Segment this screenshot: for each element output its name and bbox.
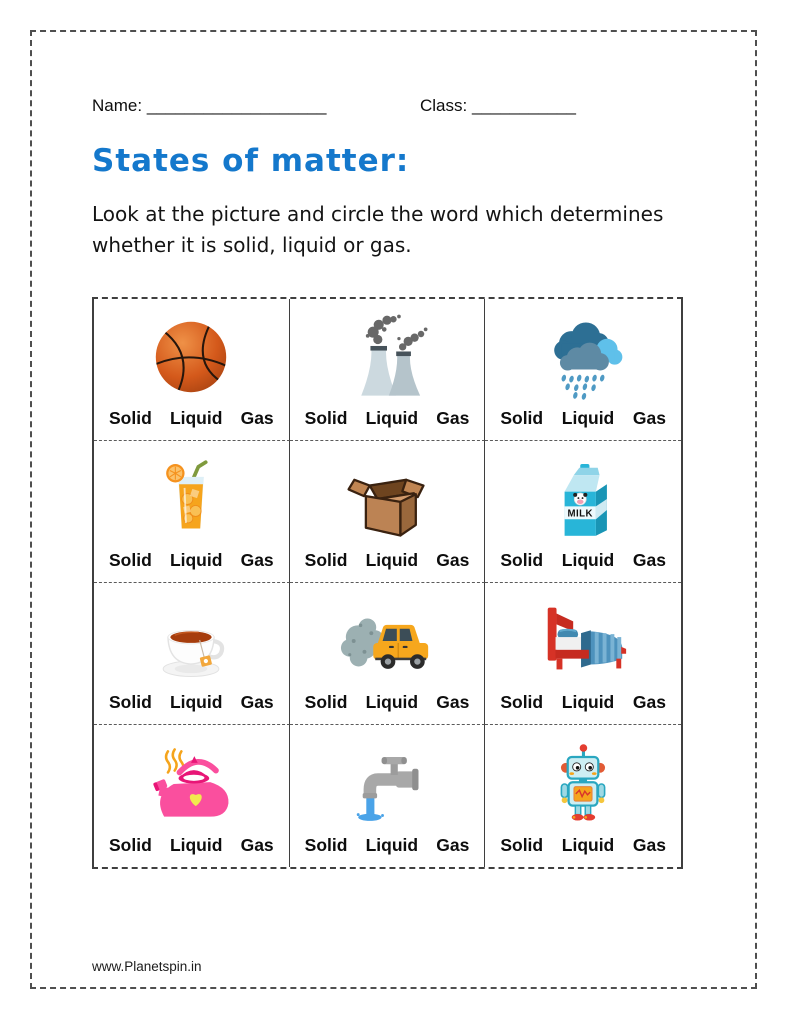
options-row <box>94 408 289 429</box>
cell-orange-juice <box>94 441 290 583</box>
website-footer: www.Planetspin.in <box>92 959 202 974</box>
water-tap-icon <box>290 732 485 835</box>
option-solid[interactable]: Solid <box>109 692 152 712</box>
option-liquid[interactable]: Liquid <box>365 835 419 855</box>
basketball-icon <box>94 306 289 408</box>
cooling-towers-smoke-icon <box>290 306 485 408</box>
option-gas[interactable]: Gas <box>436 550 470 570</box>
options-row <box>485 692 681 713</box>
cell-rain-cloud <box>485 299 681 441</box>
option-gas[interactable]: Gas <box>632 692 666 712</box>
name-blank-line[interactable]: ___________________ <box>146 96 327 115</box>
options-row <box>94 692 289 713</box>
options-row <box>485 408 681 429</box>
option-liquid[interactable]: Liquid <box>169 692 223 712</box>
milk-carton-label: MILK <box>567 508 594 520</box>
milk-carton-icon <box>485 448 681 550</box>
cell-robot <box>485 725 681 867</box>
class-field[interactable] <box>420 96 576 116</box>
name-field[interactable] <box>92 96 326 116</box>
options-row <box>94 550 289 571</box>
option-solid[interactable]: Solid <box>500 835 544 855</box>
states-grid <box>92 297 683 869</box>
option-solid[interactable]: Solid <box>109 835 152 855</box>
options-row <box>290 408 485 429</box>
cell-cardboard-box <box>290 441 486 583</box>
option-gas[interactable]: Gas <box>436 692 470 712</box>
cell-basketball <box>94 299 290 441</box>
page-title: States of matter: <box>92 143 410 179</box>
option-gas[interactable]: Gas <box>632 408 666 428</box>
option-liquid[interactable]: Liquid <box>169 550 223 570</box>
option-solid[interactable]: Solid <box>304 692 348 712</box>
option-liquid[interactable]: Liquid <box>365 408 419 428</box>
option-liquid[interactable]: Liquid <box>169 408 223 428</box>
option-gas[interactable]: Gas <box>240 550 274 570</box>
cell-tea-cup <box>94 583 290 725</box>
name-label: Name: <box>92 96 143 115</box>
options-row <box>485 550 681 571</box>
option-solid[interactable]: Solid <box>304 835 348 855</box>
cell-car-exhaust <box>290 583 486 725</box>
option-gas[interactable]: Gas <box>240 408 274 428</box>
option-solid[interactable]: Solid <box>500 408 544 428</box>
class-label: Class: <box>420 96 468 115</box>
bed-icon <box>485 590 681 692</box>
option-solid[interactable]: Solid <box>109 408 152 428</box>
option-gas[interactable]: Gas <box>632 550 666 570</box>
option-solid[interactable]: Solid <box>304 408 348 428</box>
option-solid[interactable]: Solid <box>500 692 544 712</box>
option-liquid[interactable]: Liquid <box>169 835 223 855</box>
option-gas[interactable]: Gas <box>240 835 274 855</box>
cell-water-tap <box>290 725 486 867</box>
options-row <box>290 550 485 571</box>
option-liquid[interactable]: Liquid <box>561 408 615 428</box>
option-solid[interactable]: Solid <box>109 550 152 570</box>
class-blank-line[interactable]: ___________ <box>471 96 576 115</box>
option-gas[interactable]: Gas <box>240 692 274 712</box>
rain-cloud-icon <box>485 306 681 408</box>
option-solid[interactable]: Solid <box>500 550 544 570</box>
option-solid[interactable]: Solid <box>304 550 348 570</box>
options-row <box>290 835 485 856</box>
option-liquid[interactable]: Liquid <box>365 692 419 712</box>
option-gas[interactable]: Gas <box>632 835 666 855</box>
option-liquid[interactable]: Liquid <box>561 835 615 855</box>
options-row <box>485 835 681 856</box>
options-row <box>94 835 289 856</box>
options-row <box>290 692 485 713</box>
cell-milk-carton <box>485 441 681 583</box>
cell-bed <box>485 583 681 725</box>
option-liquid[interactable]: Liquid <box>561 550 615 570</box>
car-exhaust-smoke-icon <box>290 590 485 692</box>
tea-cup-icon <box>94 590 289 692</box>
option-gas[interactable]: Gas <box>436 408 470 428</box>
cell-kettle <box>94 725 290 867</box>
kettle-steam-icon <box>94 732 289 835</box>
option-liquid[interactable]: Liquid <box>561 692 615 712</box>
robot-icon <box>485 732 681 835</box>
cardboard-box-icon <box>290 448 485 550</box>
cell-cooling-towers <box>290 299 486 441</box>
option-gas[interactable]: Gas <box>436 835 470 855</box>
orange-juice-glass-icon <box>94 448 289 550</box>
option-liquid[interactable]: Liquid <box>365 550 419 570</box>
instruction-text: Look at the picture and circle the word which determines whether it is solid, liquid or gas. <box>92 202 664 257</box>
